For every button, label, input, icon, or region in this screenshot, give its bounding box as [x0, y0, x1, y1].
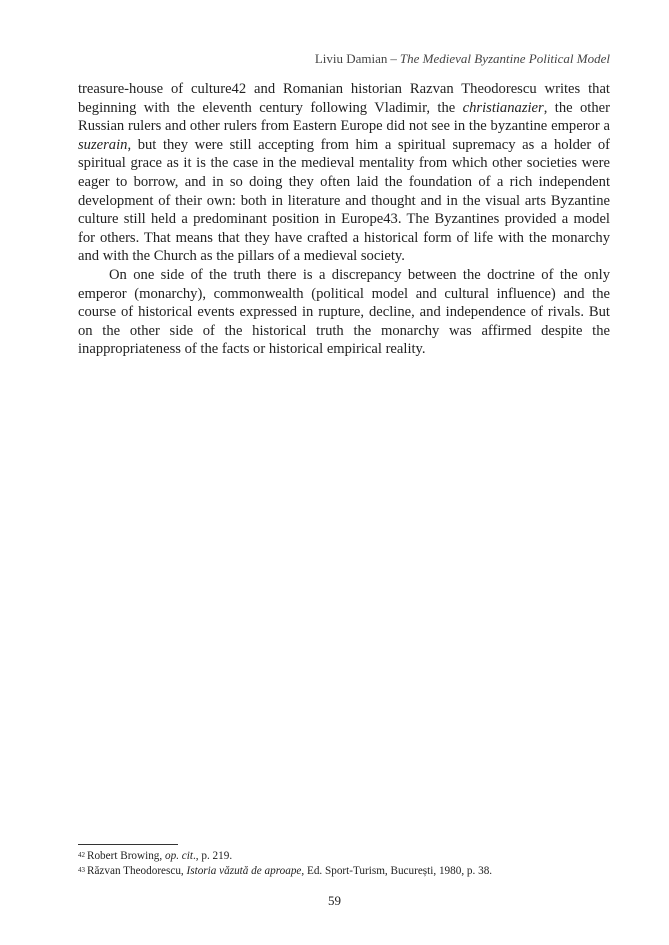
- text-run: On one side of the truth there is a discrepancy between the doctrine of the only emperor (monarchy), commonwealth (political model and cultural influence) and the course of historical events expressed in rupture, decline, and independence of rivals. But on the other side of the historical truth the monarchy was affirmed despite the inappropriateness of the facts or historical empirical reality.: [78, 266, 610, 358]
- header-author: Liviu Damian: [314, 51, 388, 66]
- footnote-42: [78, 849, 618, 864]
- footnote-number: 42: [78, 851, 85, 859]
- header-separator: –: [390, 51, 397, 66]
- footnote-number: 43: [78, 865, 85, 874]
- body-text: [78, 80, 610, 359]
- footnote-text: , Ed. Sport-Turism, București, 1980, p. 38.: [301, 864, 493, 877]
- text-run: , but they were still accepting from him a spiritual supremacy as a holder of spiritual grace as it is the case in the medieval mentality from which other societies were eager to borrow, and in so doing they often laid the foundation of a rich independent development of their own: both in literature and thought and in the visual arts Byzantine culture still held a predominant position in Europe43. The Byzantines provided a model for others. That means that they have crafted a historical form of life with the monarchy and with the Church as the pillars of a medieval society.: [78, 136, 610, 265]
- page-number: 59: [328, 893, 341, 908]
- footnotes: [78, 849, 618, 878]
- header-title: The Medieval Byzantine Political Model: [399, 51, 610, 66]
- footnote-43: [78, 864, 618, 879]
- text-run-italic: suzerain: [78, 136, 128, 153]
- running-header: [315, 51, 610, 67]
- footnote-text-italic: op. cit: [165, 850, 193, 862]
- footnote-text-italic: Istoria văzută de aproape: [186, 864, 302, 877]
- footnote-text: ., p. 219.: [192, 850, 233, 862]
- footnote-text: Robert Browing,: [87, 850, 165, 862]
- paragraph-1: [78, 80, 610, 266]
- footnote-divider: [78, 844, 178, 845]
- text-run-italic: christianazier: [462, 99, 544, 116]
- text-run: , the other Russian rulers and other rulers from Eastern Europe did not see in the byzantine emperor a: [78, 99, 610, 135]
- footnote-text: Răzvan Theodorescu,: [87, 864, 187, 877]
- paragraph-2: [78, 266, 610, 359]
- text-run: treasure-house of culture42 and Romanian historian Razvan Theodorescu writes that beginning with the eleventh century following Vladimir, the: [78, 81, 610, 116]
